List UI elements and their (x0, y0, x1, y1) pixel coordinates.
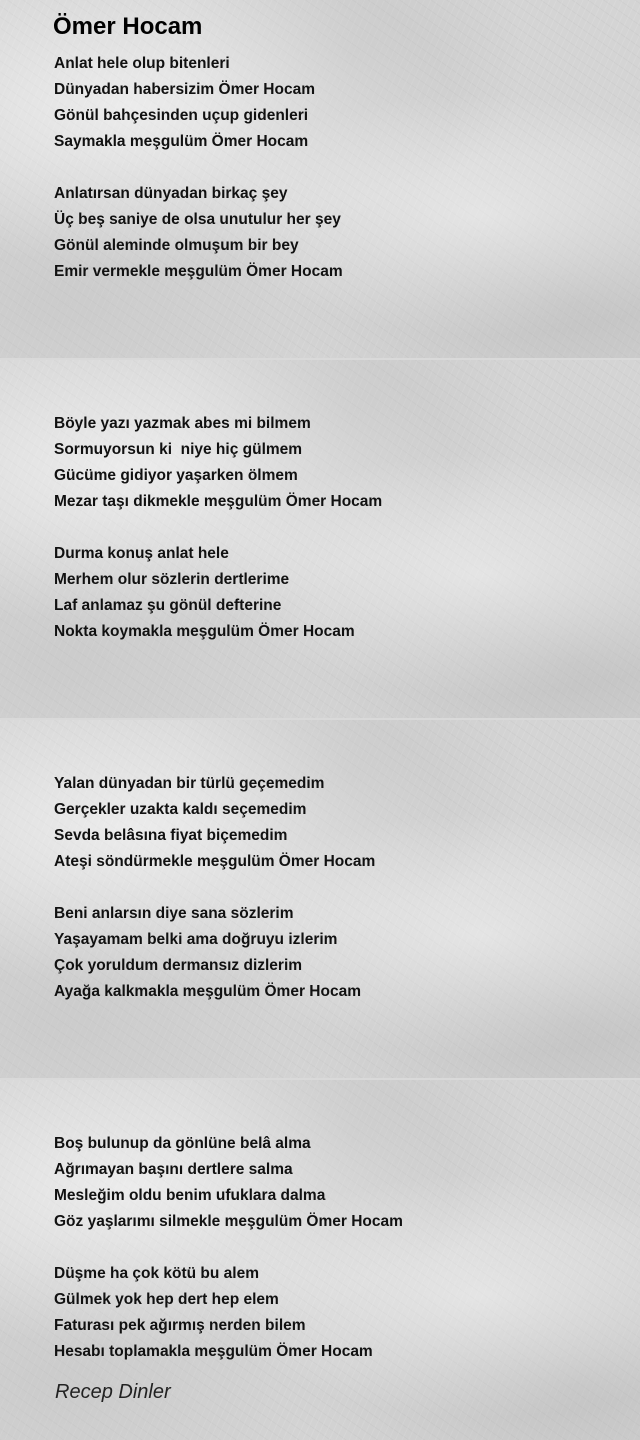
poem-line: Gerçekler uzakta kaldı seçemedim (54, 801, 307, 818)
poem-line: Anlatırsan dünyadan birkaç şey (54, 185, 288, 202)
stanza-1 (54, 51, 315, 155)
poem-line: Hesabı toplamakla meşgulüm Ömer Hocam (54, 1343, 373, 1360)
poem-line: Üç beş saniye de olsa unutulur her şey (54, 211, 341, 228)
poem-line: Düşme ha çok kötü bu alem (54, 1265, 259, 1282)
poem-line: Saymakla meşgulüm Ömer Hocam (54, 133, 309, 150)
stanza-6 (54, 901, 361, 1005)
poem-line: Gönül aleminde olmuşum bir bey (54, 237, 299, 254)
poem-line: Ayağa kalkmakla meşgulüm Ömer Hocam (54, 983, 361, 1000)
poem-line: Emir vermekle meşgulüm Ömer Hocam (54, 263, 343, 280)
poem-line: Ağrımayan başını dertlere salma (54, 1161, 293, 1178)
stanza-5 (54, 771, 375, 875)
poem-line: Durma konuş anlat hele (54, 545, 229, 562)
stanza-7 (54, 1131, 403, 1235)
poem-line: Anlat hele olup bitenleri (54, 55, 230, 72)
poem-line: Gülmek yok hep dert hep elem (54, 1291, 279, 1308)
poem-line: Böyle yazı yazmak abes mi bilmem (54, 415, 311, 432)
poem-line: Dünyadan habersizim Ömer Hocam (54, 81, 315, 98)
poem-line: Faturası pek ağırmış nerden bilem (54, 1317, 306, 1334)
poem-author: Recep Dinler (55, 1381, 171, 1403)
poem-line: Gönül bahçesinden uçup gidenleri (54, 107, 309, 124)
stanza-2 (54, 181, 343, 285)
poem-line: Yaşayamam belki ama doğruyu izlerim (54, 931, 338, 948)
poem-line: Çok yoruldum dermansız dizlerim (54, 957, 303, 974)
poem-line: Laf anlamaz şu gönül defterine (54, 597, 282, 614)
poem-line: Merhem olur sözlerin dertlerime (54, 571, 290, 588)
stanza-3 (54, 411, 382, 515)
poem-line: Nokta koymakla meşgulüm Ömer Hocam (54, 623, 355, 640)
poem-title: Ömer Hocam (53, 13, 203, 40)
poem-line: Yalan dünyadan bir türlü geçemedim (54, 775, 325, 792)
poem-line: Boş bulunup da gönlüne belâ alma (54, 1135, 311, 1152)
poem-line: Sormuyorsun ki niye hiç gülmem (54, 441, 303, 458)
poem-line: Gücüme gidiyor yaşarken ölmem (54, 467, 298, 484)
poem-line: Mesleğim oldu benim ufuklara dalma (54, 1187, 326, 1204)
poem-line: Ateşi söndürmekle meşgulüm Ömer Hocam (54, 853, 376, 870)
stanza-8 (54, 1261, 373, 1365)
poem-line: Göz yaşlarımı silmekle meşgulüm Ömer Hocam (54, 1213, 403, 1230)
poem-line: Beni anlarsın diye sana sözlerim (54, 905, 294, 922)
poem-line: Sevda belâsına fiyat biçemedim (54, 827, 288, 844)
poem-line: Mezar taşı dikmekle meşgulüm Ömer Hocam (54, 493, 383, 510)
stanza-4 (54, 541, 355, 645)
